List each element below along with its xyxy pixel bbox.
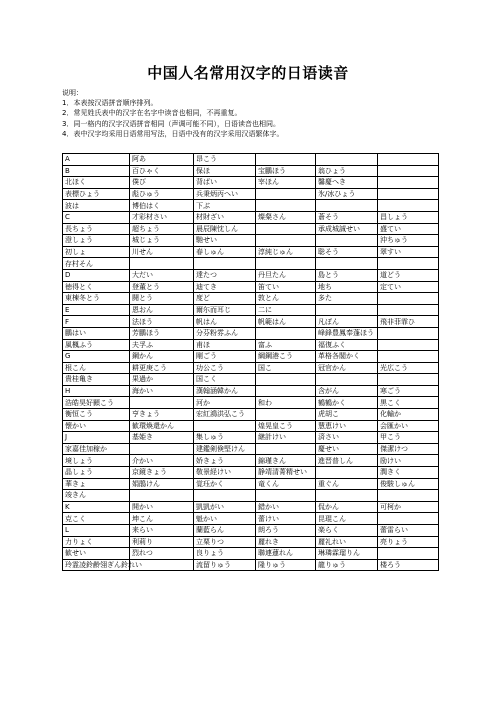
table-cell bbox=[130, 397, 194, 409]
table-cell: 開かい bbox=[130, 501, 194, 513]
table-row bbox=[63, 351, 439, 363]
table-cell: 昌しょう bbox=[378, 211, 439, 223]
table-row bbox=[63, 188, 439, 200]
table-cell bbox=[316, 258, 378, 270]
table-cell: 魁かい bbox=[194, 513, 256, 525]
table-cell: 来らい bbox=[130, 525, 194, 537]
table-cell bbox=[316, 154, 378, 166]
table-cell: 大だい bbox=[130, 269, 194, 281]
table-cell bbox=[378, 154, 439, 166]
table-cell: 綱鋼港こう bbox=[256, 351, 316, 363]
table-cell bbox=[256, 443, 316, 455]
table-cell: 翁ひょう bbox=[316, 165, 378, 177]
table-row bbox=[63, 501, 439, 513]
table-cell: 傑潔けつ bbox=[378, 443, 439, 455]
table-cell: 材財ざい bbox=[194, 211, 256, 223]
table-cell bbox=[316, 374, 378, 386]
table-row bbox=[63, 258, 439, 270]
table-cell-key: 衡恒こう bbox=[63, 409, 130, 421]
table-cell: 阿あ bbox=[130, 154, 194, 166]
table-cell: 鋼かん bbox=[130, 351, 194, 363]
table-cell: 蕾雷らい bbox=[378, 525, 439, 537]
table-cell: 蘭藍らん bbox=[194, 525, 256, 537]
table-cell: 歓環煥還かん bbox=[130, 420, 194, 432]
table-cell-key: 竣きん bbox=[63, 490, 130, 502]
table-cell: 革格各閣かく bbox=[316, 351, 378, 363]
table-cell: 楽らく bbox=[316, 525, 378, 537]
table-cell: 集しゅう bbox=[194, 432, 256, 444]
table-cell: 河か bbox=[194, 397, 256, 409]
table-cell-key: 境しょう bbox=[63, 455, 130, 467]
table-cell: 蕾けい bbox=[256, 513, 316, 525]
table-cell bbox=[378, 490, 439, 502]
table-cell: 晨辰陳忱しん bbox=[194, 223, 256, 235]
table-cell bbox=[378, 188, 439, 200]
table-cell bbox=[378, 339, 439, 351]
table-cell: 覚珏かく bbox=[194, 478, 256, 490]
table-cell: 甫ほ bbox=[194, 339, 256, 351]
table-cell: 麗れき bbox=[256, 536, 316, 548]
table-row bbox=[63, 513, 439, 525]
table-cell: 会匯かい bbox=[378, 420, 439, 432]
table-cell bbox=[316, 200, 378, 212]
table-row bbox=[63, 154, 439, 166]
table-cell: 重ぐん bbox=[316, 478, 378, 490]
table-cell bbox=[316, 490, 378, 502]
table-row bbox=[63, 385, 439, 397]
table-cell-key: J bbox=[63, 432, 130, 444]
table-cell: 良りょう bbox=[194, 548, 256, 560]
table-cell: 兵秉炳丙へい bbox=[194, 188, 256, 200]
table-cell-key: 北ほく bbox=[63, 177, 130, 189]
table-cell: 燦粲さん bbox=[256, 211, 316, 223]
table-cell: 基姫き bbox=[130, 432, 194, 444]
table-cell: 淳純じゅん bbox=[256, 246, 316, 258]
table-cell-key: F bbox=[63, 316, 130, 328]
table-cell: 法ほう bbox=[130, 316, 194, 328]
table-cell-key: 晶しょう bbox=[63, 467, 130, 479]
table-cell: 京鏡きょう bbox=[130, 467, 194, 479]
table-cell: 琳璘霖瑠りん bbox=[316, 548, 378, 560]
table-cell: 背ばい bbox=[194, 177, 256, 189]
table-row bbox=[63, 246, 439, 258]
table-cell: 朗ろう bbox=[256, 525, 316, 537]
table-cell-key: H bbox=[63, 385, 130, 397]
note-item: 3．同一格内的汉字汉语拼音相同（声调可能不同），日语读音也相同。 bbox=[62, 119, 280, 128]
table-cell: 僕び bbox=[130, 177, 194, 189]
table-cell: 多た bbox=[316, 293, 378, 305]
table-cell: 道どう bbox=[378, 269, 439, 281]
table-cell: 二に bbox=[256, 304, 316, 316]
table-cell bbox=[194, 420, 256, 432]
table-cell: 可柯か bbox=[378, 501, 439, 513]
table-cell-key: K bbox=[63, 501, 130, 513]
notes-heading: 说明： bbox=[62, 89, 83, 97]
table-cell: 利莉り bbox=[130, 536, 194, 548]
table-cell-key: E bbox=[63, 304, 130, 316]
table-cell-key: G bbox=[63, 351, 130, 363]
table-row bbox=[63, 177, 439, 189]
reading-table bbox=[62, 153, 439, 571]
table-row bbox=[63, 223, 439, 235]
table-cell: 登董とう bbox=[130, 281, 194, 293]
table-cell: 竜くん bbox=[256, 478, 316, 490]
table-row bbox=[63, 455, 439, 467]
table-cell: 芳鵬ほう bbox=[130, 327, 194, 339]
table-cell bbox=[256, 188, 316, 200]
table-cell: 恩おん bbox=[130, 304, 194, 316]
table-cell: 楼ろう bbox=[378, 559, 439, 571]
table-cell-key: 東棟冬とう bbox=[63, 293, 130, 305]
table-cell: 隆りゅう bbox=[256, 559, 316, 571]
table-cell-key: 力りょく bbox=[63, 536, 130, 548]
table-cell: 敦とん bbox=[256, 293, 316, 305]
table-cell: 和わ bbox=[256, 397, 316, 409]
table-cell: 流留りゅう bbox=[194, 559, 256, 571]
table-cell-key: 鵬はい bbox=[63, 327, 130, 339]
table-cell: 煌晃皇こう bbox=[256, 420, 316, 432]
table-row bbox=[63, 211, 439, 223]
table-cell: 亮りょう bbox=[378, 536, 439, 548]
table-cell bbox=[256, 385, 316, 397]
table-cell: 継計けい bbox=[256, 432, 316, 444]
note-item: 2．常见姓氏表中的汉字在名字中读音也相同，不再重复。 bbox=[62, 109, 242, 118]
table-cell bbox=[256, 200, 316, 212]
table-cell: 定てい bbox=[378, 281, 439, 293]
table-cell: 彪ひゅう bbox=[130, 188, 194, 200]
table-cell: 介かい bbox=[130, 455, 194, 467]
table-cell: 盛てい bbox=[378, 223, 439, 235]
table-row bbox=[63, 165, 439, 177]
table-cell-key: 表標ひょう bbox=[63, 188, 130, 200]
table-cell: 龍りゅう bbox=[316, 559, 378, 571]
table-cell-key: 懐かい bbox=[63, 420, 130, 432]
table-cell bbox=[378, 258, 439, 270]
table-cell bbox=[316, 304, 378, 316]
table-cell: 峰鋒豊鳳奉蓬ほう bbox=[316, 327, 378, 339]
table-cell: 帆はん bbox=[194, 316, 256, 328]
table-cell bbox=[378, 513, 439, 525]
table-cell-key: 風楓ふう bbox=[63, 339, 130, 351]
table-cell-key: 波は bbox=[63, 200, 130, 212]
table-row bbox=[63, 200, 439, 212]
table-cell bbox=[130, 443, 194, 455]
table-cell: 果過か bbox=[130, 374, 194, 386]
table-cell: 宏紅鴻洪弘こう bbox=[194, 409, 256, 421]
table-cell: 沖ちゅう bbox=[378, 235, 439, 247]
table-cell: 錦瑾きん bbox=[256, 455, 316, 467]
table-cell: 坤こん bbox=[130, 513, 194, 525]
table-cell-key: C bbox=[63, 211, 130, 223]
table-cell: 聡そう bbox=[316, 246, 378, 258]
table-row bbox=[63, 467, 439, 479]
table-cell-key: 家嘉佳加稼か bbox=[63, 443, 130, 455]
table-cell: 国こく bbox=[194, 374, 256, 386]
table-cell: 立栗りつ bbox=[194, 536, 256, 548]
table-row bbox=[63, 362, 439, 374]
table-cell: 亨きょう bbox=[130, 409, 194, 421]
table-cell: 承成城誠せい bbox=[316, 223, 378, 235]
table-cell-key: 華きょ bbox=[63, 478, 130, 490]
table-cell-key: 長ちょう bbox=[63, 223, 130, 235]
table-cell: 聯連蓮れん bbox=[256, 548, 316, 560]
table-cell: 保ほ bbox=[194, 165, 256, 177]
table-row bbox=[63, 409, 439, 421]
table-cell bbox=[194, 490, 256, 502]
table-cell: 錯かい bbox=[256, 501, 316, 513]
table-cell-key: A bbox=[63, 154, 130, 166]
table-cell-key: D bbox=[63, 269, 130, 281]
table-cell bbox=[256, 327, 316, 339]
table-cell: 城じょう bbox=[130, 235, 194, 247]
table-row bbox=[63, 339, 439, 351]
table-cell: 甲こう bbox=[378, 432, 439, 444]
table-cell-key: 克こく bbox=[63, 513, 130, 525]
table-cell bbox=[256, 258, 316, 270]
table-cell bbox=[256, 235, 316, 247]
table-cell-key: 歓せい bbox=[63, 548, 130, 560]
table-cell: 帆範はん bbox=[256, 316, 316, 328]
table-cell bbox=[378, 165, 439, 177]
table-cell: 済さい bbox=[316, 432, 378, 444]
table-cell: 地ち bbox=[316, 281, 378, 293]
table-cell: 功公こう bbox=[194, 362, 256, 374]
table-cell bbox=[316, 235, 378, 247]
table-row bbox=[63, 281, 439, 293]
table-cell: 慶せい bbox=[316, 443, 378, 455]
table-cell: 娟鵑けん bbox=[130, 478, 194, 490]
table-cell: 福復ふく bbox=[316, 339, 378, 351]
table-cell: 迪てき bbox=[194, 281, 256, 293]
table-cell-key: 存村そん bbox=[63, 258, 130, 270]
table-row bbox=[63, 525, 439, 537]
table-cell-key: L bbox=[63, 525, 130, 537]
table-cell: 蒼そう bbox=[316, 211, 378, 223]
table-cell bbox=[256, 223, 316, 235]
table-cell bbox=[256, 374, 316, 386]
table-row bbox=[63, 327, 439, 339]
table-row bbox=[63, 316, 439, 328]
table-cell: 馨慶へき bbox=[316, 177, 378, 189]
table-cell: 慧恵けい bbox=[316, 420, 378, 432]
table-cell bbox=[378, 293, 439, 305]
table-cell: 寒ごう bbox=[378, 385, 439, 397]
table-cell: 烈れつ bbox=[130, 548, 194, 560]
table-row bbox=[63, 432, 439, 444]
table-cell-key: 徳得とく bbox=[63, 281, 130, 293]
table-cell-key: 貴桂亀き bbox=[63, 374, 130, 386]
table-row bbox=[63, 397, 439, 409]
table-cell: 飛非菲霏ひ bbox=[378, 316, 439, 328]
table-cell: 凱凱がい bbox=[194, 501, 256, 513]
table-cell: 海かい bbox=[130, 385, 194, 397]
table-cell: 丹旦たん bbox=[256, 269, 316, 281]
table-cell: 静靖清菁精せい bbox=[256, 467, 316, 479]
table-row bbox=[63, 478, 439, 490]
table-cell: 宰ほん bbox=[256, 177, 316, 189]
table-row bbox=[63, 235, 439, 247]
page-title: 中国人名常用汉字的日语读音 bbox=[147, 64, 349, 82]
table-cell bbox=[130, 490, 194, 502]
table-cell-key: 浩皓昊好顥こう bbox=[63, 397, 130, 409]
table-cell bbox=[378, 548, 439, 560]
table-row bbox=[63, 548, 439, 560]
table-row bbox=[63, 304, 439, 316]
table-cell: 下ぶ bbox=[194, 200, 256, 212]
table-cell: 闘とう bbox=[130, 293, 194, 305]
table-cell: 化輸か bbox=[378, 409, 439, 421]
table-cell: 達たつ bbox=[194, 269, 256, 281]
table-cell: 笛てい bbox=[256, 281, 316, 293]
table-cell: 剛ごう bbox=[194, 351, 256, 363]
table-cell bbox=[194, 258, 256, 270]
table-cell: 昂こう bbox=[194, 154, 256, 166]
table-cell: 麗礼れい bbox=[316, 536, 378, 548]
table-row bbox=[63, 443, 439, 455]
table-row bbox=[63, 269, 439, 281]
table-cell: 含がん bbox=[316, 385, 378, 397]
table-cell bbox=[316, 467, 378, 479]
table-cell: 百ひゃく bbox=[130, 165, 194, 177]
table-cell: 鶴鶴かく bbox=[316, 397, 378, 409]
table-cell bbox=[256, 490, 316, 502]
table-cell: 島とう bbox=[316, 269, 378, 281]
table-cell: 進晋普しん bbox=[316, 455, 378, 467]
table-cell bbox=[130, 258, 194, 270]
table-cell-key: 根こん bbox=[63, 362, 130, 374]
table-cell: 耕更庚こう bbox=[130, 362, 194, 374]
table-cell bbox=[378, 351, 439, 363]
table-row bbox=[63, 420, 439, 432]
table-cell: 娇きょう bbox=[194, 455, 256, 467]
table-cell: 翠すい bbox=[378, 246, 439, 258]
table-cell: 俊駿しゅん bbox=[378, 478, 439, 490]
table-cell: 分芬粉雰ふん bbox=[194, 327, 256, 339]
table-row bbox=[63, 374, 439, 386]
table-cell-key: 玲霊凌鈴齢翎ぎん鈴れい bbox=[63, 559, 130, 571]
table-cell: 夫孚ふ bbox=[130, 339, 194, 351]
table-cell: 光広こう bbox=[378, 362, 439, 374]
table-cell: 漢翰涵韓かん bbox=[194, 385, 256, 397]
table-cell bbox=[378, 304, 439, 316]
table-cell: 川せん bbox=[130, 246, 194, 258]
table-cell: 国こ bbox=[256, 362, 316, 374]
table-cell: 潤きく bbox=[378, 467, 439, 479]
table-cell: 宝鵬ほう bbox=[256, 165, 316, 177]
table-cell: 黒こく bbox=[378, 397, 439, 409]
table-cell: 春しゅん bbox=[194, 246, 256, 258]
table-cell: 超ちょう bbox=[130, 223, 194, 235]
table-cell-key: 澄しょう bbox=[63, 235, 130, 247]
table-cell bbox=[378, 374, 439, 386]
table-cell: 敬景経けい bbox=[194, 467, 256, 479]
table-cell bbox=[378, 200, 439, 212]
table-cell: 才彩材さい bbox=[130, 211, 194, 223]
table-cell bbox=[378, 177, 439, 189]
table-cell-key: B bbox=[63, 165, 130, 177]
table-row bbox=[63, 559, 439, 571]
table-cell: 建鑑剣倹堅けん bbox=[194, 443, 256, 455]
table-row bbox=[63, 536, 439, 548]
note-item: 4．表中汉字均采用日语常用写法，日语中没有的汉字采用汉语繁体字。 bbox=[62, 129, 284, 138]
table-cell: 富ふ bbox=[256, 339, 316, 351]
table-cell: 博伯はく bbox=[130, 200, 194, 212]
table-cell: 虎胡こ bbox=[316, 409, 378, 421]
table-cell: 度ど bbox=[194, 293, 256, 305]
table-cell bbox=[378, 327, 439, 339]
table-cell bbox=[256, 409, 316, 421]
note-item: 1．本表按汉语拼音顺序排列。 bbox=[62, 99, 158, 108]
notes bbox=[62, 88, 283, 139]
table-row bbox=[63, 490, 439, 502]
table-cell: 昆琨こん bbox=[316, 513, 378, 525]
table-row bbox=[63, 293, 439, 305]
table-cell: 氷/冰ひょう bbox=[316, 188, 378, 200]
table-cell: 侃かん bbox=[316, 501, 378, 513]
table-cell-key: 初しょ bbox=[63, 246, 130, 258]
table-cell: 凡ぼん bbox=[316, 316, 378, 328]
table-cell bbox=[256, 154, 316, 166]
table-cell: 冠官かん bbox=[316, 362, 378, 374]
table-cell: 爾尓而耳じ bbox=[194, 304, 256, 316]
table-cell: 馳せい bbox=[194, 235, 256, 247]
table-cell: 励けい bbox=[378, 455, 439, 467]
